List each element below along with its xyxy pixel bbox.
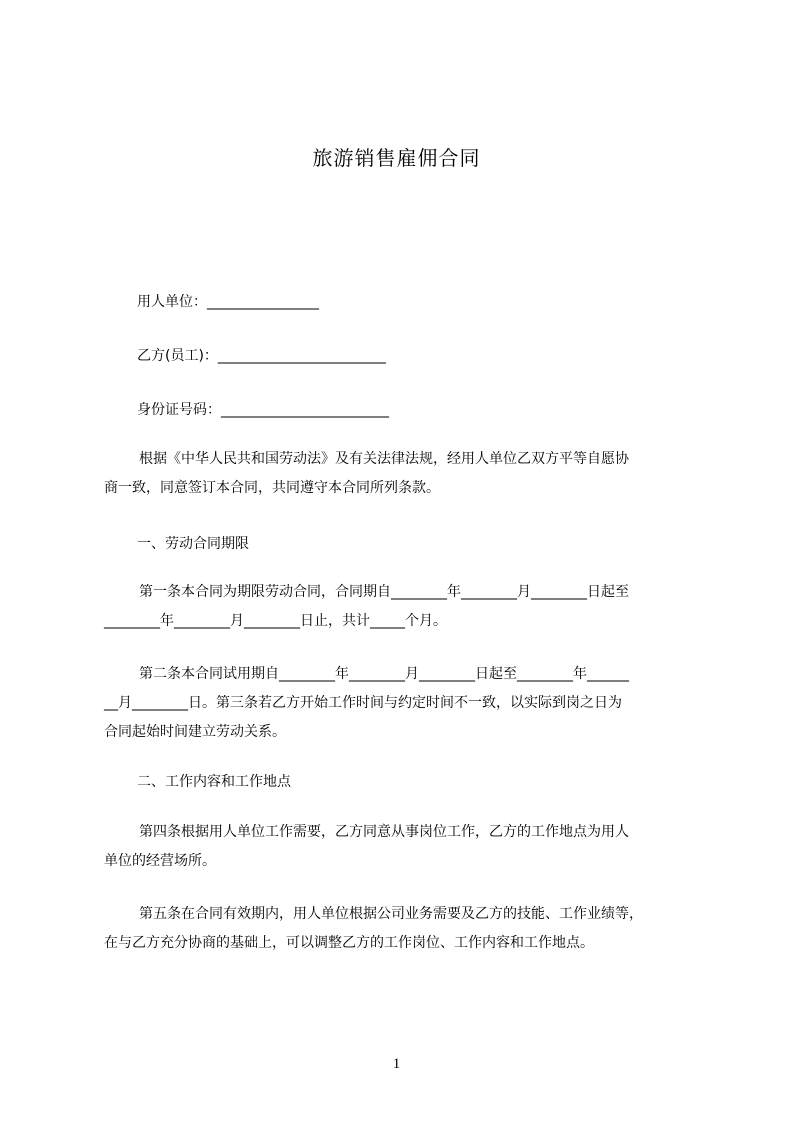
employer-field: 用人单位：________________ <box>137 294 319 310</box>
article-line: 第一条本合同为期限劳动合同，合同期自________年________月________日起至 <box>139 584 629 600</box>
article-line: 第四条根据用人单位工作需要，乙方同意从事岗位工作，乙方的工作地点为用人 <box>139 824 629 840</box>
preamble-line: 商一致，同意签订本合同，共同遵守本合同所列条款。 <box>104 480 440 496</box>
section-heading: 二、工作内容和工作地点 <box>137 774 291 790</box>
document-title: 旅游销售雇佣合同 <box>312 146 481 170</box>
article-5-paragraph <box>104 900 700 958</box>
article-4-paragraph <box>104 818 700 876</box>
article-line: 单位的经营场所。 <box>104 853 216 869</box>
employee-field: 乙方(员工)：________________________ <box>137 348 386 364</box>
article-line: 合同起始时间建立劳动关系。 <box>104 724 286 740</box>
article-2-paragraph <box>104 660 700 747</box>
preamble-paragraph <box>104 445 700 503</box>
article-line: ________年________月________日止，共计_____个月。 <box>104 613 447 629</box>
page-number: 1 <box>392 1056 401 1072</box>
preamble-line: 根据《中华人民共和国劳动法》及有关法律法规，经用人单位乙双方平等自愿协 <box>139 451 629 467</box>
article-1-paragraph <box>104 578 700 636</box>
section-heading: 一、劳动合同期限 <box>137 536 249 552</box>
article-line: 第二条本合同试用期自________年________月________日起至________年______ <box>139 666 629 682</box>
article-line: 在与乙方充分协商的基础上，可以调整乙方的工作岗位、工作内容和工作地点。 <box>104 935 594 951</box>
id-number-field: 身份证号码：________________________ <box>137 402 389 418</box>
article-line: 第五条在合同有效期内，用人单位根据公司业务需要及乙方的技能、工作业绩等， <box>139 906 643 922</box>
article-line: __月________日。第三条若乙方开始工作时间与约定时间不一致，以实际到岗之日为 <box>104 695 622 711</box>
